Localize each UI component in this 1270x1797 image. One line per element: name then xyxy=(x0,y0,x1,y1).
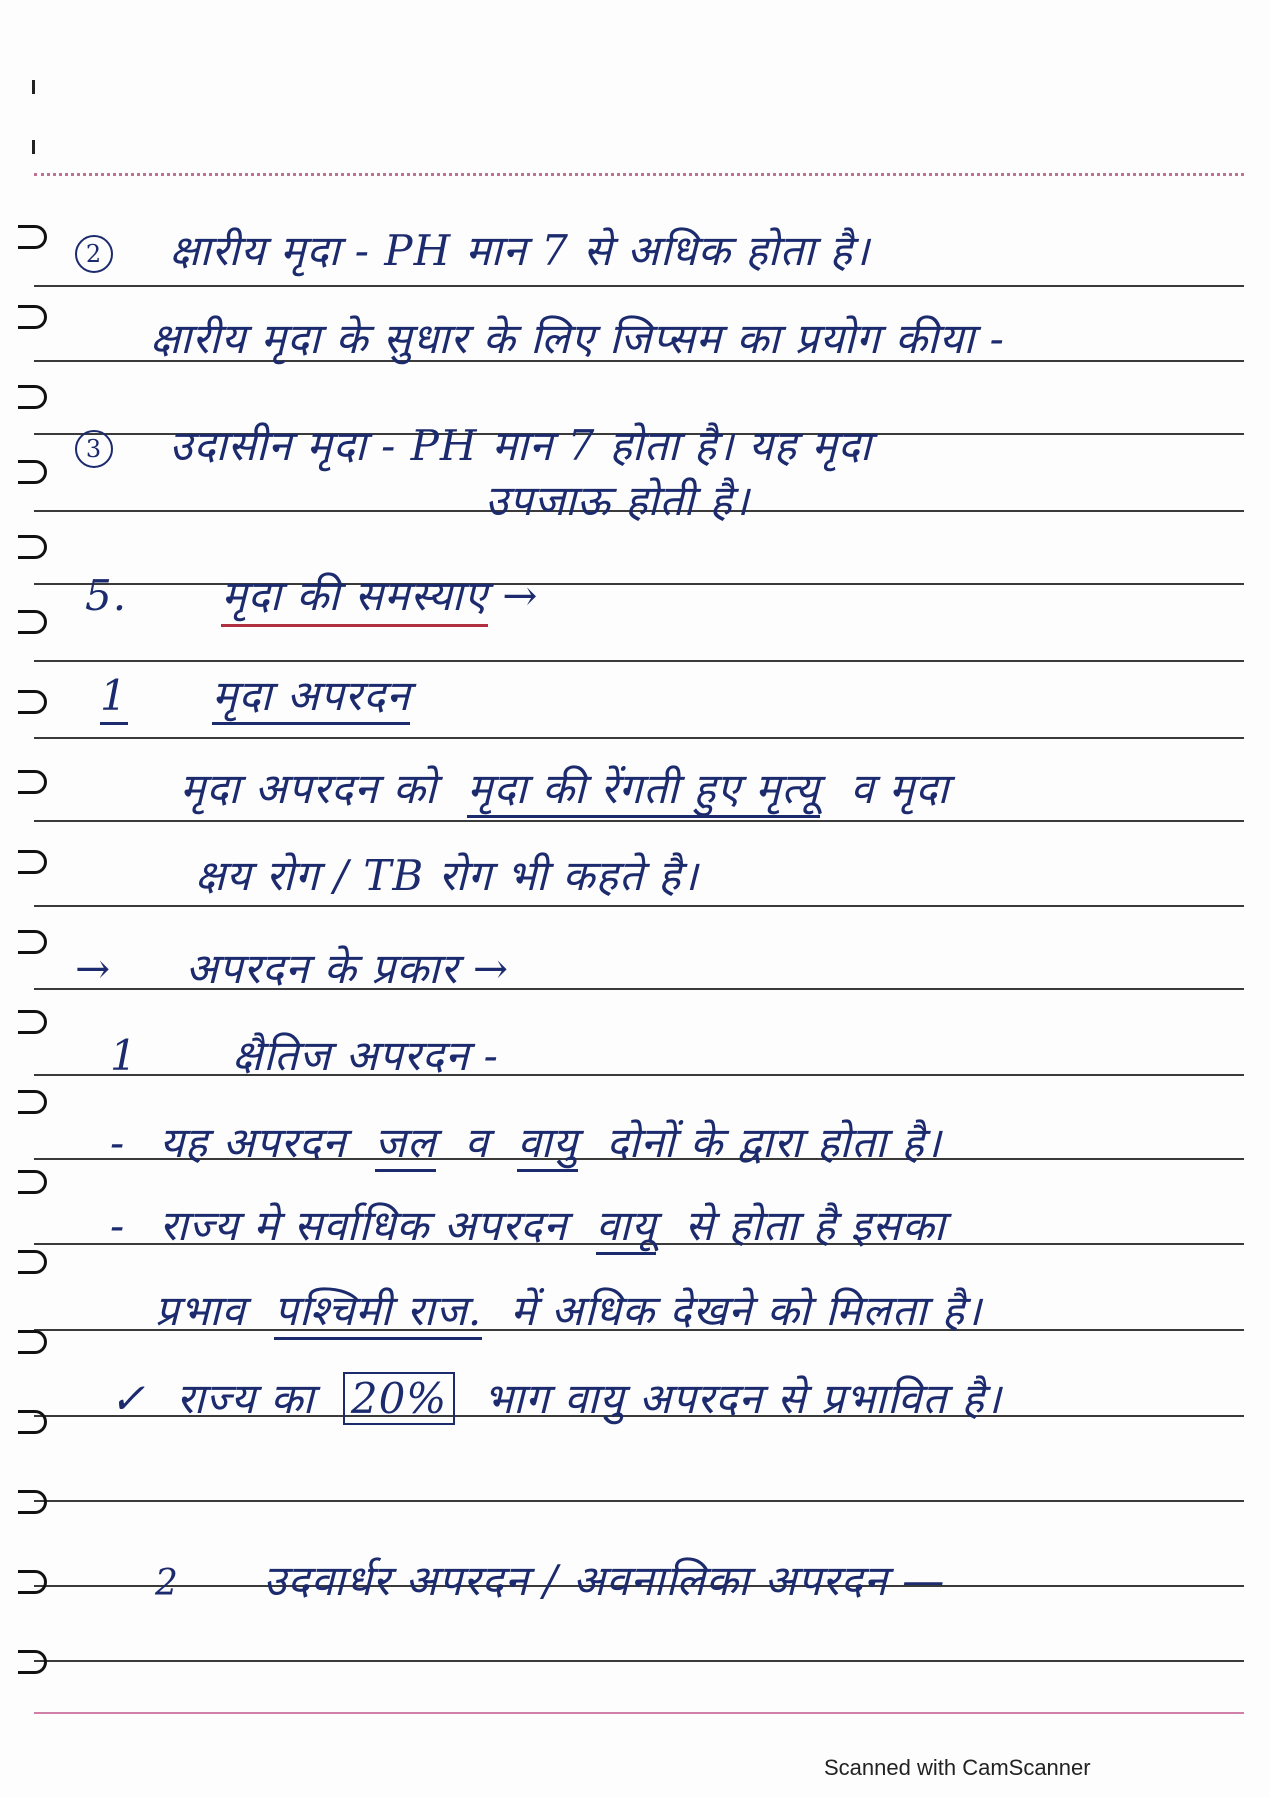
note-text: अपरदन के प्रकार → xyxy=(185,944,510,993)
note-text: उदासीन मृदा - PH मान 7 होता है। यह मृदा xyxy=(169,421,872,470)
margin-mark xyxy=(32,140,35,154)
scanner-watermark: Scanned with CamScanner xyxy=(824,1755,1091,1780)
note-text: में अधिक देखने को मिलता है। xyxy=(510,1286,983,1335)
spiral-ring xyxy=(18,610,47,634)
note-line-4: उपजाऊ होती है। xyxy=(485,476,750,525)
note-line-10 xyxy=(110,1031,499,1080)
note-text-underlined: जल xyxy=(375,1118,437,1172)
note-text-underlined: मृदा की रेंगती हुए मृत्यू xyxy=(467,764,820,818)
section-title: मृदा की समस्याए xyxy=(221,571,487,627)
note-line-13 xyxy=(155,1286,983,1335)
note-line-2: क्षारीय मृदा के सुधार के लिए जिप्सम का प्रयोग कीया - xyxy=(150,314,1005,363)
section-number: 5. xyxy=(85,571,128,620)
ruled-line xyxy=(34,660,1244,662)
note-line-9 xyxy=(75,944,510,993)
note-text: मृदा अपरदन को xyxy=(180,764,437,813)
spiral-ring xyxy=(18,1010,47,1034)
note-text: व मृदा xyxy=(850,764,950,813)
ruled-line xyxy=(34,1660,1244,1662)
circled-number: 2 xyxy=(75,235,113,273)
note-text: क्षैतिज अपरदन - xyxy=(232,1031,499,1080)
ruled-line xyxy=(34,905,1244,907)
ruled-line xyxy=(34,820,1244,822)
ruled-line xyxy=(34,737,1244,739)
note-text: क्षारीय मृदा - PH मान 7 से अधिक होता है। xyxy=(169,226,870,275)
spiral-ring xyxy=(18,1570,47,1594)
circled-number: 3 xyxy=(75,430,113,468)
ruled-line xyxy=(34,285,1244,287)
note-text: यह अपरदन xyxy=(159,1118,347,1167)
note-text-underlined: पश्चिमी राज. xyxy=(274,1286,482,1340)
spiral-ring xyxy=(18,930,47,954)
note-text-underlined: वायु xyxy=(517,1118,578,1172)
spiral-ring xyxy=(18,1650,47,1674)
note-text: राज्य मे सर्वाधिक अपरदन xyxy=(159,1201,568,1250)
note-line-7 xyxy=(180,764,950,813)
note-text: राज्य का xyxy=(176,1374,315,1423)
arrow-right-icon: → xyxy=(502,571,539,620)
spiral-ring xyxy=(18,850,47,874)
note-line-14 xyxy=(110,1374,1002,1423)
spiral-ring xyxy=(18,1490,47,1514)
bullet-dash: - xyxy=(110,1118,126,1167)
spiral-ring xyxy=(18,1330,47,1354)
spiral-ring xyxy=(18,1250,47,1274)
spiral-ring xyxy=(18,1170,47,1194)
spiral-ring xyxy=(18,1410,47,1434)
spiral-ring xyxy=(18,305,47,329)
bottom-border xyxy=(34,1712,1244,1714)
bullet-dash: - xyxy=(110,1201,126,1250)
subsection-heading xyxy=(100,671,411,720)
note-text: प्रभाव xyxy=(155,1286,246,1335)
note-line-1 xyxy=(75,226,870,275)
spiral-ring xyxy=(18,460,47,484)
subsection-title: मृदा अपरदन xyxy=(212,671,410,725)
note-text: दोनों के द्वारा होता है। xyxy=(606,1118,942,1167)
boxed-value: 20% xyxy=(343,1372,455,1425)
note-text: से होता है इसका xyxy=(684,1201,946,1250)
spiral-ring xyxy=(18,535,47,559)
section-heading xyxy=(85,571,539,620)
note-line-15 xyxy=(155,1556,946,1605)
note-line-11 xyxy=(110,1118,942,1167)
subsection-number: 1 xyxy=(100,671,128,725)
top-border xyxy=(34,173,1244,184)
list-number: 1 xyxy=(110,1031,138,1080)
note-line-12 xyxy=(110,1201,946,1250)
arrow-right-icon: → xyxy=(75,944,112,993)
note-line-8: क्षय रोग / TB रोग भी कहते है। xyxy=(195,851,699,900)
note-text-underlined: वायू xyxy=(596,1201,657,1255)
spiral-ring xyxy=(18,225,47,249)
note-line-3 xyxy=(75,421,872,470)
spiral-ring xyxy=(18,1090,47,1114)
list-number: 2 xyxy=(155,1563,179,1604)
margin-mark xyxy=(32,80,35,94)
note-text: व xyxy=(464,1118,490,1167)
note-text: भाग वायु अपरदन से प्रभावित है। xyxy=(483,1374,1002,1423)
ruled-line xyxy=(34,1500,1244,1502)
spiral-ring xyxy=(18,690,47,714)
spiral-ring xyxy=(18,770,47,794)
checkmark-icon: ✓ xyxy=(110,1374,147,1423)
note-text: उदवार्धर अपरदन / अवनालिका अपरदन — xyxy=(263,1556,946,1605)
spiral-ring xyxy=(18,385,47,409)
